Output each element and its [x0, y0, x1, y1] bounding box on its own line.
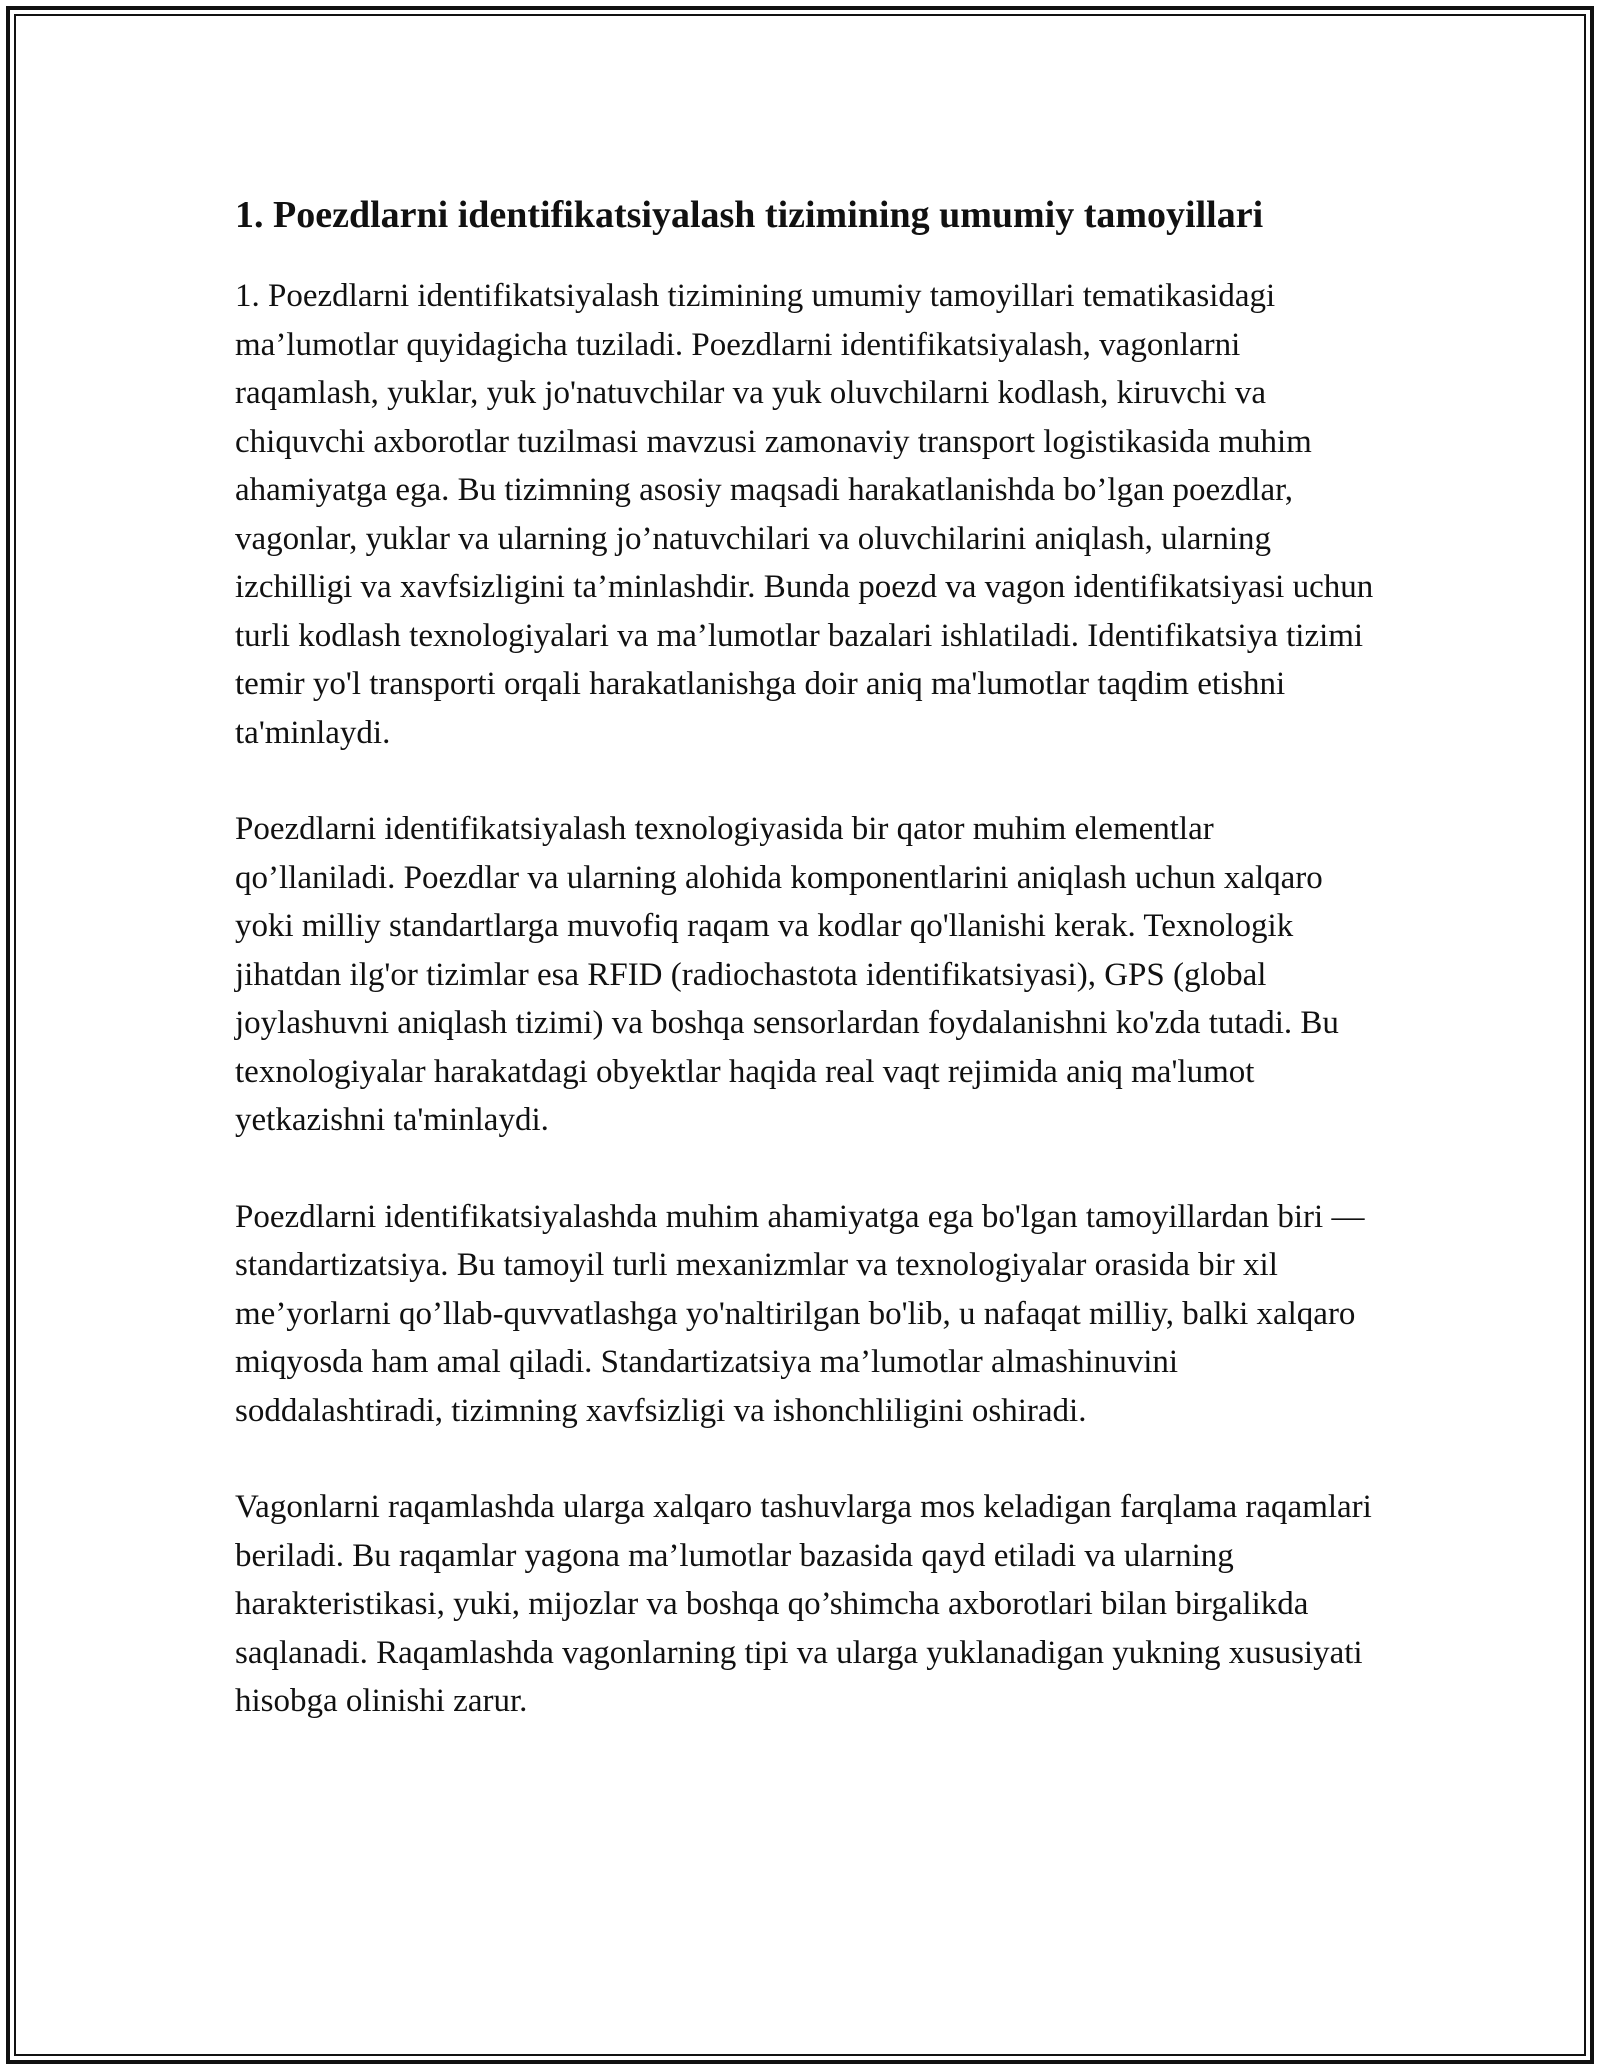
- paragraph-standardization: Poezdlarni identifikatsiyalashda muhim ahamiyatga ega bo'lgan tamoyillardan biri — standartizatsiya. Bu tamoyil turli mexanizmlar va texnologiyalar orasida bir xil me’yorlarni qo’llab-quvvatlashga yo'naltirilgan bo'lib, u nafaqat milliy, balki xalqaro miqyosda ham amal qiladi. Standartizatsiya ma’lumotlar almashinuvini soddalashtiradi, tizimning xavfsizligi va ishonchliligini oshiradi.: [235, 1198, 1365, 1429]
- document-body: [235, 188, 1375, 1774]
- paragraph-intro: 1. Poezdlarni identifikatsiyalash tizimining umumiy tamoyillari tematikasidagi ma’lumotlar quyidagicha tuziladi. Poezdlarni identifikatsiyalash, vagonlarni raqamlash, yuklar, yuk jo'natuvchilar va yuk oluvchilarni kodlash, kiruvchi va chiquvchi axborotlar tuzilmasi mavzusi zamonaviy transport logistikasida muhim ahamiyatga ega. Bu tizimning asosiy maqsadi harakatlanishda bo’lgan poezdlar, vagonlar, yuklar va ularning jo’natuvchilari va oluvchilarini aniqlash, ularning izchilligi va xavfsizligini ta’minlashdir. Bunda poezd va vagon identifikatsiyasi uchun turli kodlash texnologiyalari va ma’lumotlar bazalari ishlatiladi. Identifikatsiya tizimi temir yo'l transporti orqali harakatlanishga doir aniq ma'lumotlar taqdim etishni ta'minlaydi.: [235, 278, 1374, 751]
- document-title: 1. Poezdlarni identifikatsiyalash tizimining umumiy tamoyillari: [235, 194, 1264, 236]
- paragraph-wagon-numbering: Vagonlarni raqamlashda ularga xalqaro tashuvlarga mos keladigan farqlama raqamlari beriladi. Bu raqamlar yagona ma’lumotlar bazasida qayd etiladi va ularning harakteristikasi, yuki, mijozlar va boshqa qo’shimcha axborotlari bilan birgalikda saqlanadi. Raqamlashda vagonlarning tipi va ularga yuklanadigan yukning xususiyati hisobga olinishi zarur.: [235, 1489, 1372, 1719]
- paragraph-technology: Poezdlarni identifikatsiyalash texnologiyasida bir qator muhim elementlar qo’llaniladi. Poezdlar va ularning alohida komponentlarini aniqlash uchun xalqaro yoki milliy standartlarga muvofiq raqam va kodlar qo'llanishi kerak. Texnologik jihatdan ilg'or tizimlar esa RFID (radiochastota identifikatsiyasi), GPS (global joylashuvni aniqlash tizimi) va boshqa sensorlardan foydalanishni ko'zda tutadi. Bu texnologiyalar harakatdagi obyektlar haqida real vaqt rejimida aniq ma'lumot yetkazishni ta'minlaydi.: [235, 811, 1339, 1138]
